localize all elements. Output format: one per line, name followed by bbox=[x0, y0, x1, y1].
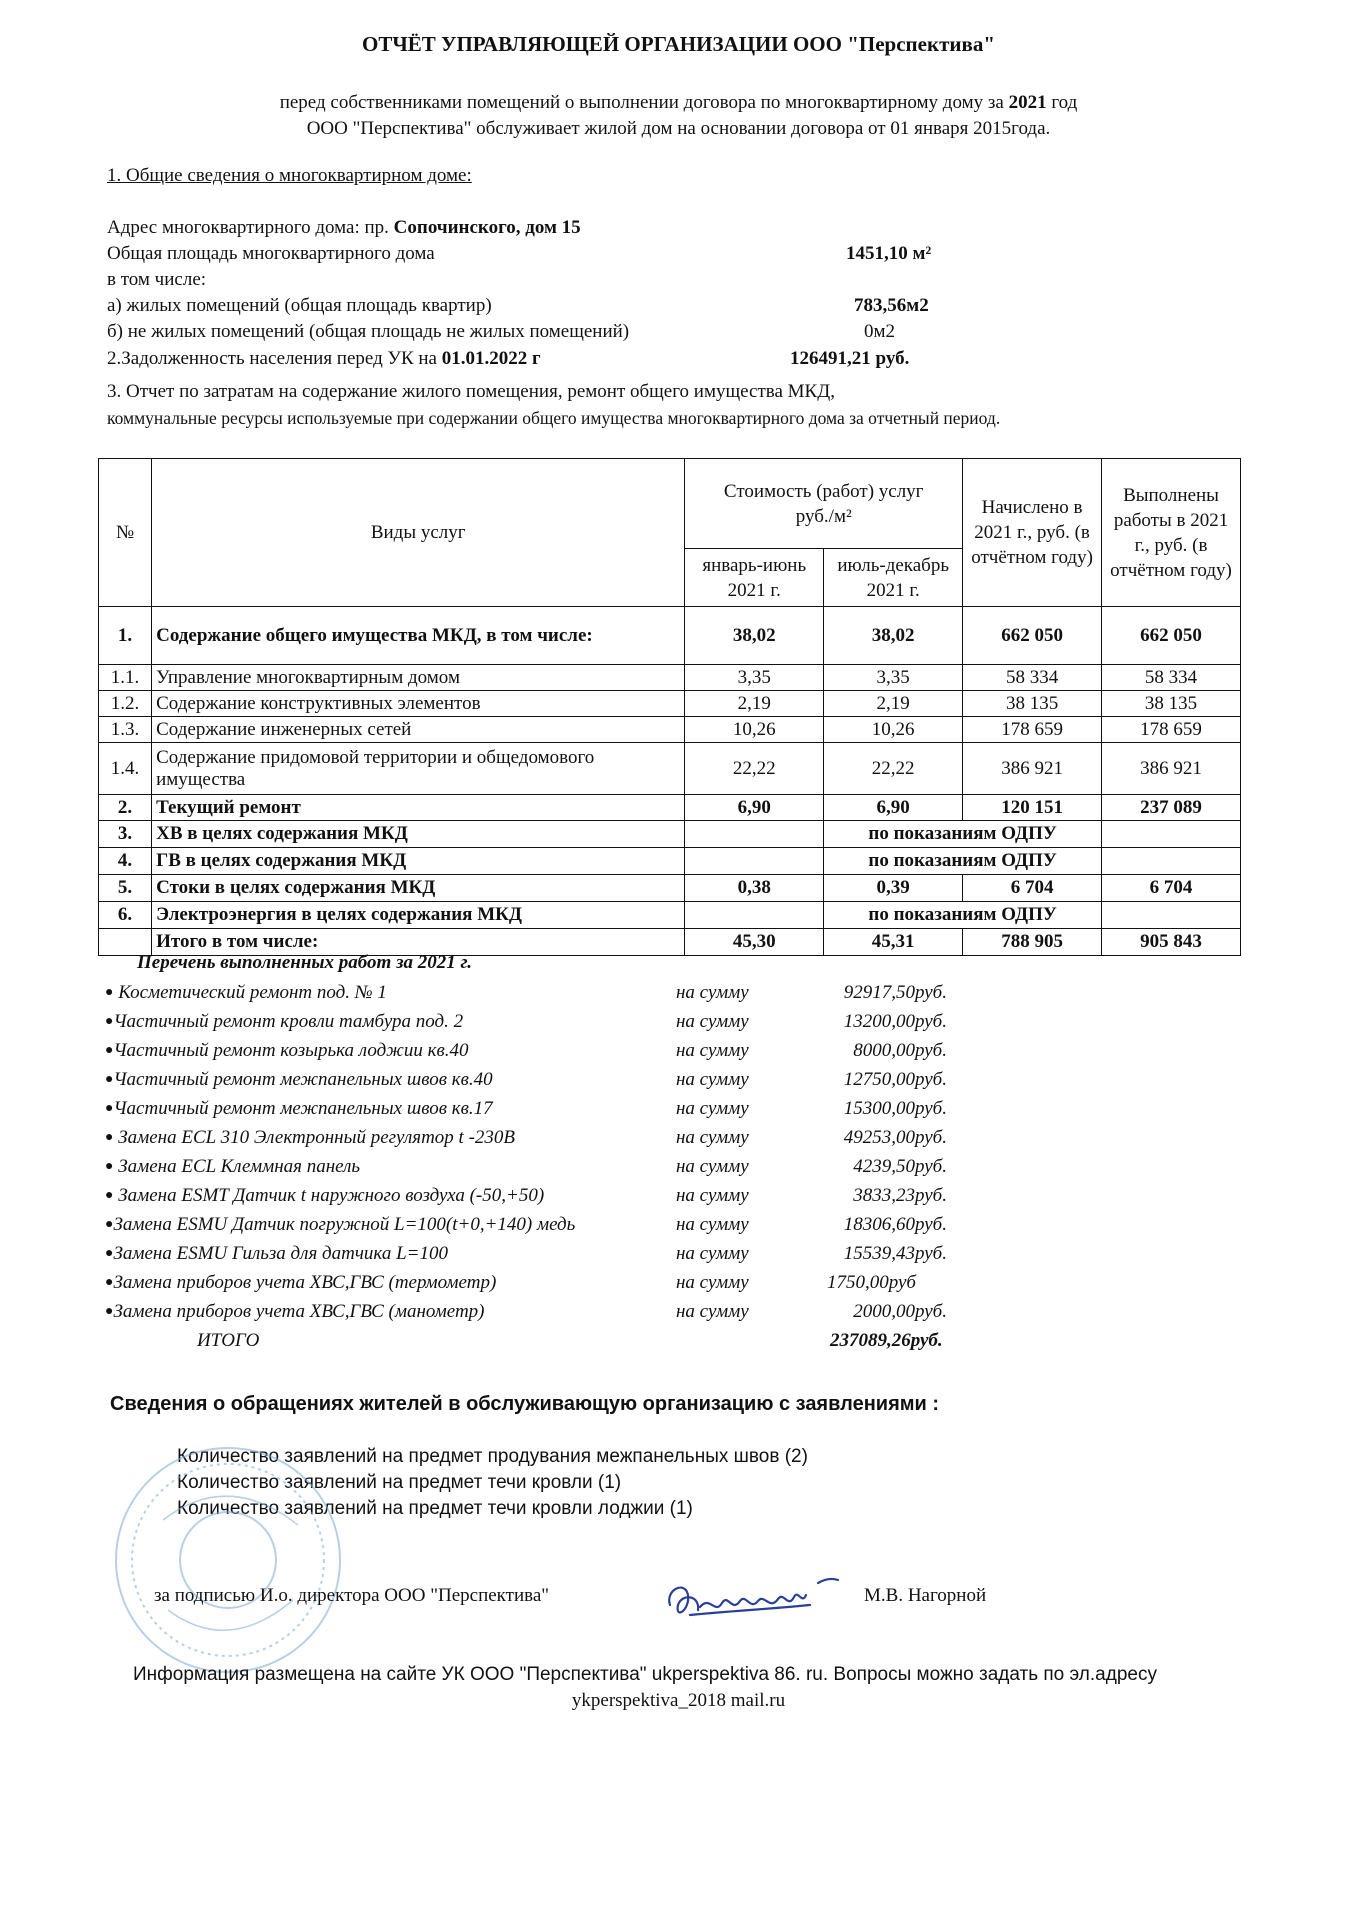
bullet-icon: ● bbox=[105, 985, 114, 1000]
row-done: 662 050 bbox=[1102, 607, 1241, 665]
nonliving-area-value: 0м2 bbox=[864, 321, 896, 342]
table-row bbox=[99, 717, 1241, 743]
appeal-item: Количество заявлений на предмет течи кровли лоджии (1) bbox=[177, 1498, 693, 1519]
work-sum-label: на сумму bbox=[676, 1301, 749, 1322]
works-total-label: ИТОГО bbox=[197, 1330, 260, 1351]
row-cost-h1: 2,19 bbox=[685, 691, 824, 717]
row-number: 1.3. bbox=[99, 717, 152, 743]
bullet-icon: ● bbox=[105, 1159, 114, 1174]
row-number: 1. bbox=[99, 607, 152, 665]
bullet-icon: ● bbox=[105, 1304, 114, 1319]
row-odpu-note: по показаниям ОДПУ bbox=[824, 848, 1102, 875]
row-cost-h1: 3,35 bbox=[685, 665, 824, 691]
work-amount: 8000,00руб. bbox=[853, 1040, 947, 1061]
row-charged: 662 050 bbox=[963, 607, 1102, 665]
table-row bbox=[99, 821, 1241, 848]
work-amount: 15539,43руб. bbox=[843, 1243, 947, 1264]
report-year: 2021 bbox=[1008, 92, 1047, 113]
bullet-icon: ● bbox=[105, 1014, 114, 1029]
row-service: ГВ в целях содержания МКД bbox=[152, 848, 685, 875]
area-label: Общая площадь многоквартирного дома bbox=[107, 243, 435, 264]
bullet-icon: ● bbox=[105, 1188, 114, 1203]
work-name: Замена ESMU Гильза для датчика L=100 bbox=[113, 1243, 448, 1264]
work-name: Замена ECL Клеммная панель bbox=[118, 1156, 361, 1177]
row-number: 3. bbox=[99, 821, 152, 848]
row-number: 6. bbox=[99, 902, 152, 929]
row-cost-h2: 6,90 bbox=[824, 795, 963, 821]
signatory-name: М.В. Нагорной bbox=[864, 1585, 987, 1606]
row-cost-h2: 0,39 bbox=[824, 875, 963, 902]
row-done: 38 135 bbox=[1102, 691, 1241, 717]
row-service: Электроэнергия в целях содержания МКД bbox=[152, 902, 685, 929]
row-charged: 6 704 bbox=[963, 875, 1102, 902]
works-total-value: 237089,26руб. bbox=[830, 1330, 943, 1351]
work-item bbox=[105, 1243, 448, 1265]
table-row bbox=[99, 743, 1241, 795]
work-item bbox=[105, 1214, 575, 1236]
work-amount: 4239,50руб. bbox=[853, 1156, 947, 1177]
signature-label: за подписью И.о. директора ООО "Перспектива" bbox=[154, 1585, 550, 1606]
appeal-item: Количество заявлений на предмет течи кровли (1) bbox=[177, 1472, 622, 1493]
row-number: 1.1. bbox=[99, 665, 152, 691]
work-name: Частичный ремонт межпанельных швов кв.40 bbox=[113, 1069, 493, 1090]
contract-line: ООО "Перспектива" обслуживает жилой дом на основании договора от 01 января 2015года. bbox=[306, 118, 1051, 139]
row-charged: 120 151 bbox=[963, 795, 1102, 821]
row-cost-h1 bbox=[685, 902, 824, 929]
row-service: Содержание конструктивных элементов bbox=[152, 691, 685, 717]
row-done: 6 704 bbox=[1102, 875, 1241, 902]
work-item bbox=[105, 1301, 485, 1323]
address-label: Адрес многоквартирного дома: пр. bbox=[107, 217, 394, 238]
work-sum-label: на сумму bbox=[676, 1243, 749, 1264]
table-row bbox=[99, 848, 1241, 875]
debt-value: 126491,21 руб. bbox=[790, 348, 910, 369]
bullet-icon: ● bbox=[105, 1072, 114, 1087]
table-row bbox=[99, 665, 1241, 691]
row-done bbox=[1102, 821, 1241, 848]
row-done: 178 659 bbox=[1102, 717, 1241, 743]
report-subtitle bbox=[0, 92, 1357, 114]
row-done bbox=[1102, 848, 1241, 875]
work-sum-label: на сумму bbox=[676, 1127, 749, 1148]
row-cost-h1 bbox=[685, 848, 824, 875]
row-cost-h1: 45,30 bbox=[685, 929, 824, 956]
row-cost-h1: 38,02 bbox=[685, 607, 824, 665]
appeal-item: Количество заявлений на предмет продувания межпанельных швов (2) bbox=[177, 1446, 808, 1467]
header-done: Выполнены работы в 2021 г., руб. (в отчётном году) bbox=[1102, 459, 1241, 607]
work-name: Косметический ремонт под. № 1 bbox=[118, 982, 387, 1003]
work-name: Замена ECL 310 Электронный регулятор t -230В bbox=[118, 1127, 516, 1148]
work-amount: 12750,00руб. bbox=[843, 1069, 947, 1090]
row-cost-h2: 10,26 bbox=[824, 717, 963, 743]
work-name: Замена ESMT Датчик t наружного воздуха (-50,+50) bbox=[118, 1185, 545, 1206]
row-number: 5. bbox=[99, 875, 152, 902]
subtitle-end: год bbox=[1046, 92, 1078, 113]
work-item bbox=[105, 1272, 496, 1294]
row-service: Содержание придомовой территории и общедомового имущества bbox=[152, 743, 685, 795]
organization-stamp-icon bbox=[108, 1440, 348, 1680]
report-line-1: 3. Отчет по затратам на содержание жилого помещения, ремонт общего имущества МКД, bbox=[107, 381, 835, 402]
work-name: Частичный ремонт межпанельных швов кв.17 bbox=[113, 1098, 493, 1119]
row-done: 58 334 bbox=[1102, 665, 1241, 691]
row-cost-h1: 6,90 bbox=[685, 795, 824, 821]
row-charged: 386 921 bbox=[963, 743, 1102, 795]
row-charged: 178 659 bbox=[963, 717, 1102, 743]
row-cost-h1: 22,22 bbox=[685, 743, 824, 795]
header-number: № bbox=[99, 459, 152, 607]
row-charged: 788 905 bbox=[963, 929, 1102, 956]
work-name: Замена приборов учета ХВС,ГВС (манометр) bbox=[113, 1301, 485, 1322]
subtitle-text: перед собственниками помещений о выполнении договора по многоквартирному дому за bbox=[279, 92, 1009, 113]
row-number: 1.4. bbox=[99, 743, 152, 795]
row-cost-h2: 2,19 bbox=[824, 691, 963, 717]
work-sum-label: на сумму bbox=[676, 982, 749, 1003]
footer-email-line: ykperspektiva_2018 mail.ru bbox=[571, 1690, 786, 1711]
table-row bbox=[99, 902, 1241, 929]
row-odpu-note: по показаниям ОДПУ bbox=[824, 821, 1102, 848]
footer-info-line: Информация размещена на сайте УК ООО "Перспектива" ukperspektiva 86. ru. Вопросы можно задать по эл.адресу bbox=[133, 1664, 1157, 1685]
debt-line bbox=[107, 348, 541, 370]
work-amount: 2000,00руб. bbox=[853, 1301, 947, 1322]
row-service: ХВ в целях содержания МКД bbox=[152, 821, 685, 848]
header-charged: Начислено в 2021 г., руб. (в отчётном году) bbox=[963, 459, 1102, 607]
work-name: Замена приборов учета ХВС,ГВС (термометр) bbox=[113, 1272, 497, 1293]
row-done: 237 089 bbox=[1102, 795, 1241, 821]
nonliving-area-label: б) не жилых помещений (общая площадь не жилых помещений) bbox=[107, 321, 630, 342]
works-list-title: Перечень выполненных работ за 2021 г. bbox=[137, 952, 472, 973]
work-amount: 18306,60руб. bbox=[843, 1214, 947, 1235]
work-amount: 15300,00руб. bbox=[843, 1098, 947, 1119]
bullet-icon: ● bbox=[105, 1101, 114, 1116]
row-service: Управление многоквартирным домом bbox=[152, 665, 685, 691]
table-row bbox=[99, 607, 1241, 665]
general-info-heading: 1. Общие сведения о многоквартирном доме: bbox=[107, 165, 472, 186]
row-cost-h2: 38,02 bbox=[824, 607, 963, 665]
row-odpu-note: по показаниям ОДПУ bbox=[824, 902, 1102, 929]
row-charged: 58 334 bbox=[963, 665, 1102, 691]
work-name: Замена ESMU Датчик погружной L=100(t+0,+140) медь bbox=[113, 1214, 576, 1235]
row-service: Итого в том числе: bbox=[152, 929, 685, 956]
services-table bbox=[98, 458, 1241, 956]
row-charged: 38 135 bbox=[963, 691, 1102, 717]
row-cost-h1 bbox=[685, 821, 824, 848]
row-done: 386 921 bbox=[1102, 743, 1241, 795]
work-amount: 49253,00руб. bbox=[843, 1127, 947, 1148]
row-cost-h2: 45,31 bbox=[824, 929, 963, 956]
document-title: ОТЧЁТ УПРАВЛЯЮЩЕЙ ОРГАНИЗАЦИИ ООО "Перспектива" bbox=[362, 32, 995, 56]
header-cost: Стоимость (работ) услуг руб./м² bbox=[685, 459, 963, 549]
bullet-icon: ● bbox=[105, 1130, 114, 1145]
header-services: Виды услуг bbox=[152, 459, 685, 607]
work-item bbox=[105, 982, 387, 1004]
row-cost-h2: 22,22 bbox=[824, 743, 963, 795]
bullet-icon: ● bbox=[105, 1043, 114, 1058]
address-value: Сопочинского, дом 15 bbox=[393, 217, 581, 238]
work-name: Частичный ремонт кровли тамбура под. 2 bbox=[113, 1011, 464, 1032]
handwritten-signature-icon bbox=[660, 1565, 840, 1635]
work-item bbox=[105, 1127, 515, 1149]
work-sum-label: на сумму bbox=[676, 1185, 749, 1206]
debt-label: 2.Задолженность населения перед УК на bbox=[107, 348, 442, 369]
work-sum-label: на сумму bbox=[676, 1069, 749, 1090]
work-amount: 92917,50руб. bbox=[843, 982, 947, 1003]
row-done: 905 843 bbox=[1102, 929, 1241, 956]
work-amount: 1750,00руб bbox=[827, 1272, 916, 1293]
row-service: Стоки в целях содержания МКД bbox=[152, 875, 685, 902]
header-jul-dec: июль-декабрь 2021 г. bbox=[824, 549, 963, 607]
work-name: Частичный ремонт козырька лоджии кв.40 bbox=[113, 1040, 469, 1061]
row-done bbox=[1102, 902, 1241, 929]
row-number: 4. bbox=[99, 848, 152, 875]
work-sum-label: на сумму bbox=[676, 1098, 749, 1119]
appeals-heading: Сведения о обращениях жителей в обслуживающую организацию с заявлениями : bbox=[110, 1393, 940, 1415]
work-item bbox=[105, 1185, 544, 1207]
row-cost-h2: 3,35 bbox=[824, 665, 963, 691]
debt-date: 01.01.2022 г bbox=[441, 348, 541, 369]
work-item bbox=[105, 1040, 469, 1062]
bullet-icon: ● bbox=[105, 1246, 114, 1261]
row-service: Содержание инженерных сетей bbox=[152, 717, 685, 743]
work-sum-label: на сумму bbox=[676, 1040, 749, 1061]
bullet-icon: ● bbox=[105, 1217, 114, 1232]
row-service: Текущий ремонт bbox=[152, 795, 685, 821]
bullet-icon: ● bbox=[105, 1275, 114, 1290]
address-line bbox=[107, 217, 581, 239]
header-jan-jun: январь-июнь 2021 г. bbox=[685, 549, 824, 607]
work-item bbox=[105, 1069, 493, 1091]
row-cost-h1: 0,38 bbox=[685, 875, 824, 902]
report-line-2: коммунальные ресурсы используемые при содержании общего имущества многоквартирного дома за отчетный период. bbox=[107, 408, 1001, 428]
row-service: Содержание общего имущества МКД, в том числе: bbox=[152, 607, 685, 665]
work-item bbox=[105, 1156, 360, 1178]
work-sum-label: на сумму bbox=[676, 1156, 749, 1177]
work-amount: 13200,00руб. bbox=[843, 1011, 947, 1032]
living-area-label: а) жилых помещений (общая площадь квартир) bbox=[107, 295, 492, 316]
row-cost-h1: 10,26 bbox=[685, 717, 824, 743]
including-label: в том числе: bbox=[107, 269, 207, 290]
living-area-value: 783,56м2 bbox=[854, 295, 929, 316]
work-sum-label: на сумму bbox=[676, 1011, 749, 1032]
row-number: 2. bbox=[99, 795, 152, 821]
work-sum-label: на сумму bbox=[676, 1272, 749, 1293]
work-item bbox=[105, 1098, 493, 1120]
table-row bbox=[99, 795, 1241, 821]
work-amount: 3833,23руб. bbox=[853, 1185, 947, 1206]
table-row bbox=[99, 875, 1241, 902]
work-sum-label: на сумму bbox=[676, 1214, 749, 1235]
table-row bbox=[99, 691, 1241, 717]
row-number: 1.2. bbox=[99, 691, 152, 717]
work-item bbox=[105, 1011, 463, 1033]
area-value: 1451,10 м² bbox=[846, 243, 932, 264]
